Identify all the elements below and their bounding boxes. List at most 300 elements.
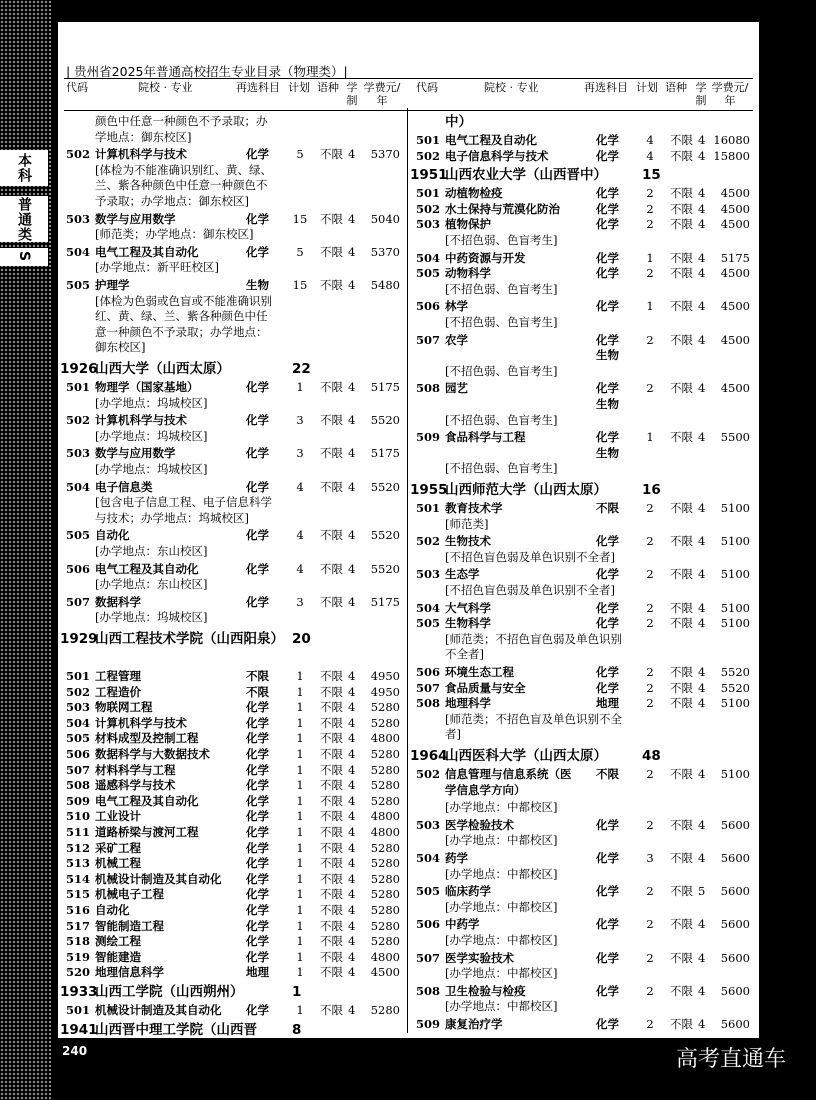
major-years: 4 [348, 949, 356, 964]
major-plan: 15 [292, 211, 308, 226]
major-language: 不限 [670, 600, 693, 615]
major-language: 不限 [670, 201, 693, 216]
major-code: 501 [416, 501, 441, 515]
note-line: [办学地点：中都校区] [445, 833, 558, 848]
major-years: 4 [698, 767, 706, 781]
major-name: 物联网工程 [95, 700, 153, 715]
major-code: 504 [66, 715, 91, 730]
major-code: 517 [66, 918, 91, 933]
major-plan: 1 [296, 793, 304, 808]
major-language: 不限 [320, 903, 343, 917]
major-note [445, 783, 673, 799]
major-plan: 2 [646, 983, 654, 998]
major-subject: 生物 [596, 348, 619, 363]
major-name: 机械工程 [95, 856, 141, 871]
major-fee: 5520 [720, 665, 750, 679]
major-code: 512 [66, 840, 91, 855]
major-subject: 化学 [246, 793, 269, 808]
major-row [60, 716, 400, 732]
major-fee: 5480 [370, 278, 400, 292]
major-row [60, 147, 400, 163]
major-fee: 5100 [720, 767, 750, 781]
major-row [60, 1003, 400, 1019]
major-name: 采矿工程 [95, 840, 141, 855]
note-line: [师范类；不招色盲及单色识别不全 [445, 711, 622, 726]
major-name: 生态学 [445, 567, 480, 582]
major-name: 计算机科学与技术 [95, 147, 187, 162]
major-code: 504 [416, 851, 441, 865]
major-years: 4 [348, 856, 356, 871]
major-plan: 2 [646, 534, 654, 549]
major-plan: 2 [646, 680, 654, 695]
side-tab-undergrad: 本科 [0, 150, 48, 186]
major-row [410, 430, 750, 446]
major-name: 机械电子工程 [95, 887, 164, 902]
major-years: 4 [698, 201, 706, 216]
column-rule [64, 110, 753, 111]
major-row [410, 984, 750, 1000]
major-language: 不限 [670, 665, 693, 679]
major-row [410, 601, 750, 617]
major-code: 508 [416, 381, 441, 396]
column-header-right [408, 81, 753, 111]
major-name: 计算机科学与技术 [95, 715, 187, 730]
major-years: 4 [698, 1017, 706, 1031]
major-plan: 2 [646, 567, 654, 582]
note-line: [包含电子信息工程、电子信息科学 [95, 495, 272, 510]
major-years: 4 [348, 147, 356, 162]
major-name: 生物科学 [445, 616, 491, 631]
major-row [60, 856, 400, 872]
major-code: 502 [416, 148, 441, 163]
major-plan: 1 [296, 840, 304, 855]
major-language: 不限 [670, 430, 693, 445]
major-subject: 化学 [246, 840, 269, 855]
note-line: [办学地点：中都校区] [445, 999, 558, 1014]
major-years: 4 [698, 430, 706, 445]
major-fee: 4950 [370, 684, 400, 699]
major-code: 501 [416, 186, 441, 201]
major-row [60, 731, 400, 747]
major-years: 4 [348, 934, 356, 949]
major-subject: 化学 [246, 1003, 269, 1017]
major-name: 数据科学 [95, 594, 141, 609]
col-subject: 再选科目 [584, 81, 628, 94]
major-row [410, 767, 750, 783]
major-row [60, 562, 400, 578]
major-language: 不限 [320, 479, 343, 494]
major-name: 信息管理与信息系统（医 [445, 767, 572, 781]
major-language: 不限 [320, 700, 343, 715]
major-subject: 化学 [596, 917, 619, 932]
col-fee: 学费元/年 [711, 81, 749, 107]
major-language: 不限 [670, 767, 693, 781]
major-plan: 5 [296, 244, 304, 259]
major-fee: 5280 [370, 762, 400, 777]
major-note [445, 933, 673, 949]
major-code: 504 [416, 250, 441, 265]
major-subject: 化学 [596, 884, 619, 899]
major-subject: 生物 [596, 445, 619, 460]
major-row [60, 413, 400, 429]
major-subject: 化学 [246, 903, 269, 917]
major-plan: 2 [646, 266, 654, 281]
major-fee: 5280 [370, 903, 400, 917]
school-code: 1926 [60, 361, 98, 377]
major-language: 不限 [320, 887, 343, 902]
major-code: 505 [66, 731, 91, 746]
major-name: 数学与应用数学 [95, 446, 176, 461]
major-name: 工业设计 [95, 809, 141, 824]
major-name: 工程管理 [95, 669, 141, 683]
major-name: 护理学 [95, 278, 130, 292]
major-name: 水土保持与荒漠化防治 [445, 201, 560, 216]
major-fee: 5100 [720, 616, 750, 631]
page-header: | 贵州省2025年普通高校招生专业目录（物理类）| [66, 64, 348, 79]
major-subject: 化学 [596, 680, 619, 695]
school-name: 山西晋中理工学院（山西晋 [95, 1021, 257, 1038]
major-fee: 5600 [720, 851, 750, 865]
major-row [410, 1017, 750, 1033]
major-fee: 5520 [370, 413, 400, 428]
school-plan: 16 [642, 482, 661, 498]
note-line: 学信息学方向） [445, 782, 526, 797]
major-years: 4 [348, 747, 356, 761]
major-name: 康复治疗学 [445, 1017, 503, 1031]
major-name: 植物保护 [445, 217, 491, 232]
major-years: 4 [698, 299, 706, 314]
major-row [60, 685, 400, 701]
major-language: 不限 [320, 825, 343, 839]
major-years: 4 [348, 278, 356, 292]
major-note [445, 867, 673, 883]
major-fee: 4800 [370, 731, 400, 746]
major-row [60, 446, 400, 462]
major-row [410, 381, 750, 397]
major-plan: 1 [296, 762, 304, 777]
major-language: 不限 [320, 747, 343, 761]
major-years: 4 [348, 380, 356, 394]
major-note [95, 114, 323, 145]
major-subject: 化学 [596, 534, 619, 549]
major-subject: 生物 [246, 278, 269, 292]
major-subject: 地理 [596, 696, 619, 711]
major-language: 不限 [320, 731, 343, 746]
major-subject: 化学 [246, 762, 269, 777]
note-line: 颜色中任意一种颜色不予录取；办 [95, 114, 268, 128]
major-fee: 5500 [720, 430, 750, 445]
major-fee: 5280 [370, 1003, 400, 1017]
major-row [60, 595, 400, 611]
major-language: 不限 [670, 332, 693, 347]
major-code: 509 [66, 793, 91, 808]
major-row [60, 763, 400, 779]
major-plan: 4 [646, 148, 654, 163]
major-subject: 化学 [596, 665, 619, 679]
school-name: 山西农业大学（山西晋中） [445, 167, 607, 184]
major-subject: 化学 [246, 949, 269, 964]
major-language: 不限 [670, 266, 693, 281]
major-note [445, 583, 673, 599]
major-name: 地理信息科学 [95, 965, 164, 980]
major-years: 4 [348, 413, 356, 428]
note-line: [办学地点：中都校区] [445, 800, 558, 815]
major-plan: 5 [296, 147, 304, 162]
major-code: 511 [66, 825, 91, 839]
note-line: [办学地点：坞城校区] [95, 428, 208, 443]
major-name: 电气工程及其自动化 [95, 561, 199, 576]
major-language: 不限 [670, 950, 693, 965]
major-row [60, 872, 400, 888]
major-note [445, 833, 673, 849]
major-note [445, 550, 673, 566]
major-plan: 1 [296, 1003, 304, 1017]
major-name: 电气工程及其自动化 [95, 793, 199, 808]
major-note [95, 294, 323, 356]
major-years: 4 [348, 825, 356, 839]
major-code: 519 [66, 949, 91, 964]
major-years: 4 [698, 680, 706, 695]
major-code: 506 [416, 299, 441, 314]
major-code: 515 [66, 887, 91, 902]
major-years: 4 [698, 133, 706, 147]
major-fee: 5280 [370, 778, 400, 793]
school-code: 1929 [60, 631, 98, 647]
major-name: 动植物检疫 [445, 186, 503, 201]
major-years: 4 [698, 266, 706, 281]
major-subject: 不限 [246, 669, 269, 683]
major-row [60, 480, 400, 496]
major-plan: 1 [296, 684, 304, 699]
major-fee: 5175 [720, 250, 750, 265]
major-language: 不限 [320, 965, 343, 980]
major-row [410, 567, 750, 583]
major-note [95, 544, 323, 560]
major-plan: 1 [296, 809, 304, 824]
school-code: 1955 [410, 482, 448, 498]
major-code: 503 [66, 211, 91, 226]
major-language: 不限 [320, 840, 343, 855]
major-subject: 化学 [246, 918, 269, 933]
major-years: 4 [698, 696, 706, 711]
major-row [410, 217, 750, 233]
major-fee: 4500 [720, 381, 750, 396]
major-years: 4 [698, 665, 706, 679]
major-years: 4 [348, 669, 356, 683]
major-code: 509 [416, 430, 441, 445]
major-plan: 3 [296, 446, 304, 461]
major-fee: 5520 [720, 680, 750, 695]
major-row [60, 950, 400, 966]
major-subject: 化学 [246, 380, 269, 394]
major-name: 环境生态工程 [445, 665, 514, 679]
major-subject: 化学 [596, 217, 619, 232]
major-fee: 5100 [720, 567, 750, 582]
major-fee: 5600 [720, 917, 750, 932]
major-plan: 2 [646, 201, 654, 216]
note-line: [办学地点：中都校区] [445, 966, 558, 981]
major-fee: 5600 [720, 884, 750, 899]
major-language: 不限 [320, 1003, 343, 1017]
major-row [60, 965, 400, 981]
major-language: 不限 [320, 594, 343, 609]
major-name: 智能制造工程 [95, 918, 164, 933]
major-note [445, 517, 673, 533]
col-code: 代码 [416, 81, 438, 94]
major-years: 4 [698, 817, 706, 832]
major-language: 不限 [320, 244, 343, 259]
major-subject: 化学 [596, 430, 619, 445]
major-subject: 化学 [596, 299, 619, 314]
major-plan: 2 [646, 817, 654, 832]
school-name: 山西工学院（山西朔州） [95, 984, 244, 1000]
major-subject: 化学 [596, 133, 619, 147]
major-plan: 2 [646, 600, 654, 615]
major-years: 4 [348, 700, 356, 715]
major-fee: 15800 [713, 148, 750, 163]
school-code: 1964 [410, 748, 448, 764]
major-code: 502 [416, 767, 441, 781]
major-fee: 5175 [370, 446, 400, 461]
major-name: 测绘工程 [95, 934, 141, 949]
note-line: 红、黄、绿、兰、紫各种颜色中任 [95, 309, 268, 324]
major-row [410, 299, 750, 315]
major-subject: 化学 [596, 201, 619, 216]
major-row [60, 669, 400, 685]
major-plan: 2 [646, 917, 654, 932]
major-subject: 化学 [246, 446, 269, 461]
major-code: 506 [416, 917, 441, 932]
major-subject: 化学 [596, 983, 619, 998]
major-name: 材料成型及控制工程 [95, 731, 199, 746]
major-name: 电气工程及其自动化 [95, 244, 199, 259]
note-line: [师范类；不招色盲色弱及单色识别 [445, 631, 622, 646]
header-rule [64, 78, 753, 79]
major-name: 医学实验技术 [445, 950, 514, 965]
major-language: 不限 [320, 762, 343, 777]
col-fee: 学费元/年 [363, 81, 401, 107]
major-name: 机械设计制造及其自动化 [95, 1003, 222, 1017]
major-years: 4 [348, 778, 356, 793]
major-plan: 1 [646, 299, 654, 314]
major-subject: 化学 [246, 731, 269, 746]
major-code: 502 [416, 201, 441, 216]
major-language: 不限 [670, 917, 693, 932]
major-code: 518 [66, 934, 91, 949]
major-note [95, 396, 323, 412]
major-plan: 2 [646, 1017, 654, 1031]
major-plan: 2 [646, 665, 654, 679]
column-separator [407, 108, 408, 1033]
major-note [445, 461, 673, 477]
note-line: [体检为不能准确识别红、黄、绿、 [95, 162, 272, 177]
col-plan: 计划 [288, 81, 310, 94]
school-plan: 1 [292, 984, 302, 1000]
major-subject: 化学 [596, 1017, 619, 1031]
major-fee: 5175 [370, 380, 400, 394]
major-fee: 5370 [370, 244, 400, 259]
major-code: 505 [66, 278, 91, 292]
major-language: 不限 [320, 380, 343, 394]
major-plan: 2 [646, 217, 654, 232]
major-years: 4 [698, 381, 706, 396]
major-name: 电子信息科学与技术 [445, 148, 549, 163]
school-name: 山西医科大学（山西太原） [445, 748, 607, 764]
major-language: 不限 [670, 851, 693, 865]
major-subject: 化学 [246, 934, 269, 949]
major-row [410, 266, 750, 282]
major-row [410, 884, 750, 900]
major-fee: 5100 [720, 600, 750, 615]
major-subject: 化学 [246, 856, 269, 871]
major-name: 农学 [445, 332, 468, 347]
major-note [445, 900, 673, 916]
note-line: 兰、紫各种颜色中任意一种颜色不 [95, 178, 268, 193]
major-code: 502 [416, 534, 441, 549]
note-line: [办学地点：坞城校区] [95, 462, 208, 476]
note-line: [不招色弱、色盲考生] [445, 461, 558, 476]
note-line: 意一种颜色不予录取；办学地点： [95, 324, 268, 339]
major-name: 智能建造 [95, 949, 141, 964]
note-line: [不招色弱、色盲考生] [445, 315, 558, 329]
major-language: 不限 [670, 148, 693, 163]
major-code: 503 [416, 817, 441, 832]
major-plan: 1 [296, 887, 304, 902]
major-code: 504 [416, 600, 441, 615]
major-plan: 4 [296, 561, 304, 576]
note-line: [不招色弱、色盲考生] [445, 363, 558, 378]
major-code: 507 [416, 680, 441, 695]
major-subject: 化学 [246, 413, 269, 428]
major-code: 501 [66, 380, 91, 394]
note-line: 予录取；办学地点：御东校区] [95, 193, 249, 208]
major-fee: 4500 [370, 965, 400, 980]
major-note [445, 966, 673, 982]
major-years: 4 [698, 332, 706, 347]
school-plan: 15 [642, 167, 661, 184]
school-name: 山西师范大学（山西太原） [445, 482, 607, 498]
major-language: 不限 [320, 778, 343, 793]
major-plan: 1 [646, 250, 654, 265]
major-name: 中药资源与开发 [445, 250, 526, 265]
note-line: [不招色盲色弱及单色识别不全者] [445, 583, 615, 597]
school-name: 山西大学（山西太原） [95, 361, 230, 377]
major-row-extra [410, 348, 750, 364]
col-lang: 语种 [317, 81, 339, 94]
major-language: 不限 [670, 133, 693, 147]
major-language: 不限 [320, 684, 343, 699]
major-language: 不限 [670, 680, 693, 695]
major-years: 4 [698, 616, 706, 631]
major-row [410, 665, 750, 681]
major-fee: 5175 [370, 594, 400, 609]
note-line: [办学地点：新平旺校区] [95, 260, 219, 275]
col-subject: 再选科目 [236, 81, 280, 94]
major-fee: 4500 [720, 332, 750, 347]
major-fee: 5280 [370, 747, 400, 761]
major-row [410, 851, 750, 867]
major-years: 4 [698, 983, 706, 998]
major-plan: 15 [292, 278, 308, 292]
major-code: 501 [416, 133, 441, 147]
major-language: 不限 [320, 561, 343, 576]
major-plan: 1 [296, 965, 304, 980]
note-line: 御东校区] [95, 340, 146, 355]
major-subject: 化学 [596, 817, 619, 832]
note-line: [办学地点：东山校区] [95, 577, 208, 592]
major-plan: 2 [646, 501, 654, 515]
major-plan: 1 [296, 949, 304, 964]
